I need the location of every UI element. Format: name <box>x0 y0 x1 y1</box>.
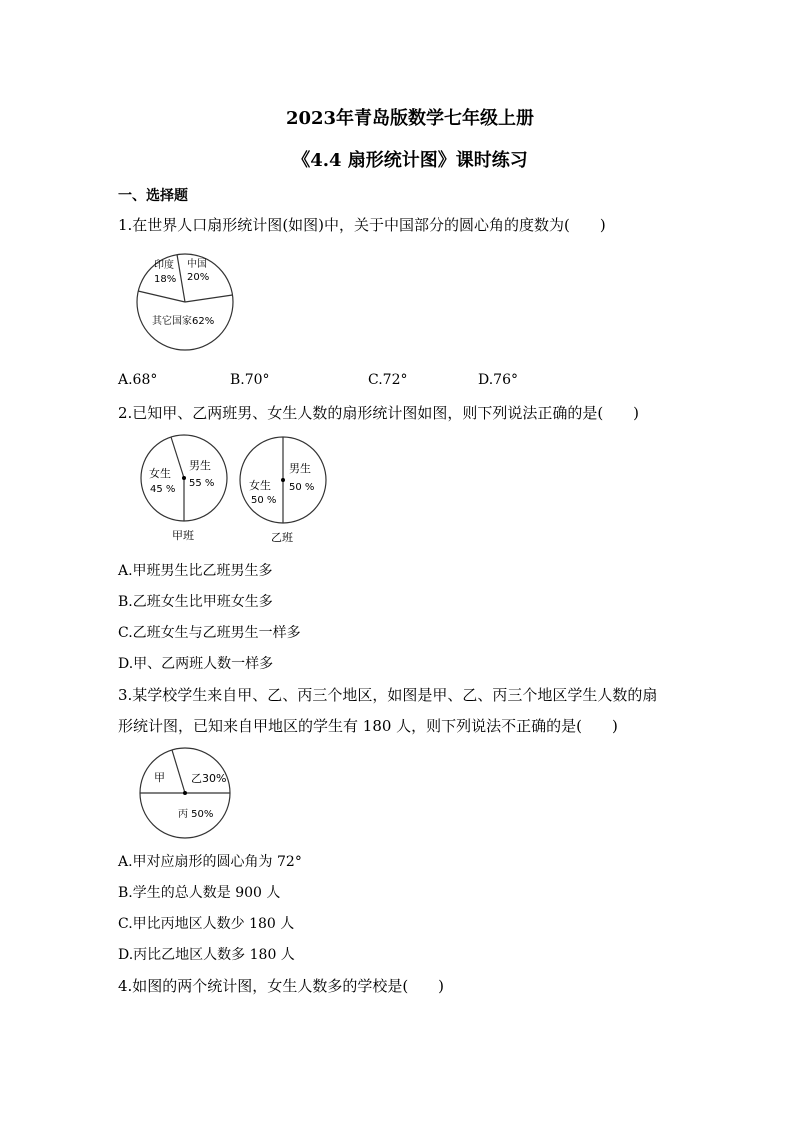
question-1-option-d: D.76° <box>478 372 518 388</box>
document-title: 2023年青岛版数学七年级上册 <box>285 108 535 129</box>
slice-label-girls-name: 女生 <box>149 467 171 480</box>
slice-boundary <box>171 437 184 478</box>
slice-label-boys-percent: 55 % <box>189 478 215 489</box>
question-1-option-a: A.68° <box>118 372 158 388</box>
slice-label-girls-percent: 45 % <box>150 484 176 495</box>
slice-label-yi: 乙30% <box>191 772 227 785</box>
pie-center-dot <box>183 791 187 795</box>
question-1-pie-chart <box>130 250 240 354</box>
slice-boundary-india-china <box>177 255 185 303</box>
question-4-text: 4.如图的两个统计图，女生人数多的学校是( ) <box>118 977 445 995</box>
pie-center-dot <box>182 476 186 480</box>
question-2-option-d: D.甲、乙两班人数一样多 <box>118 656 274 672</box>
pie-center-dot <box>281 478 285 482</box>
question-1-option-b: B.70° <box>230 372 270 388</box>
question-2-option-c: C.乙班女生与乙班男生一样多 <box>118 625 301 641</box>
pie-caption: 乙班 <box>271 531 293 544</box>
slice-label-china-percent: 20% <box>187 272 210 283</box>
slice-label-other: 其它国家62% <box>152 316 215 327</box>
slice-label-india-percent: 18% <box>154 274 177 285</box>
question-3-pie-chart <box>135 746 235 842</box>
document-subtitle: 《4.4 扇形统计图》课时练习 <box>292 150 528 171</box>
question-3-option-c: C.甲比丙地区人数少 180 人 <box>118 916 295 932</box>
pie-class-yi <box>240 437 326 544</box>
slice-label-jia: 甲 <box>154 771 165 784</box>
slice-label-boys-name: 男生 <box>289 462 311 475</box>
pie-caption: 甲班 <box>172 529 194 542</box>
slice-label-girls-percent: 50 % <box>251 495 277 506</box>
question-3-option-b: B.学生的总人数是 900 人 <box>118 885 281 901</box>
question-2-text: 2.已知甲、乙两班男、女生人数的扇形统计图如图，则下列说法正确的是( ) <box>118 404 640 422</box>
question-3-text-line-1: 3.某学校学生来自甲、乙、丙三个地区，如图是甲、乙、丙三个地区学生人数的扇 <box>118 686 658 704</box>
question-2-pie-charts <box>140 428 340 548</box>
question-3-option-d: D.丙比乙地区人数多 180 人 <box>118 947 295 963</box>
slice-label-bing: 丙 50% <box>178 809 214 820</box>
question-1-text: 1.在世界人口扇形统计图(如图)中，关于中国部分的圆心角的度数为( ) <box>118 216 606 234</box>
slice-boundary-india-other <box>138 291 185 302</box>
section-heading: 一、选择题 <box>118 188 188 204</box>
question-3-text-line-2: 形统计图，已知来自甲地区的学生有 180 人，则下列说法不正确的是( ) <box>118 717 618 735</box>
slice-boundary-china-other <box>185 295 233 302</box>
question-1-option-c: C.72° <box>368 372 408 388</box>
question-3-option-a: A.甲对应扇形的圆心角为 72° <box>118 854 302 870</box>
slice-label-boys-name: 男生 <box>189 459 211 472</box>
question-2-option-a: A.甲班男生比乙班男生多 <box>118 563 273 579</box>
question-2-option-b: B.乙班女生比甲班女生多 <box>118 594 273 610</box>
pie-class-jia <box>141 435 227 542</box>
slice-label-china-name: 中国 <box>187 259 207 270</box>
slice-label-boys-percent: 50 % <box>289 482 315 493</box>
slice-label-india-name: 印度 <box>154 260 174 271</box>
slice-label-girls-name: 女生 <box>249 479 271 492</box>
slice-boundary-jia-yi <box>172 750 185 793</box>
